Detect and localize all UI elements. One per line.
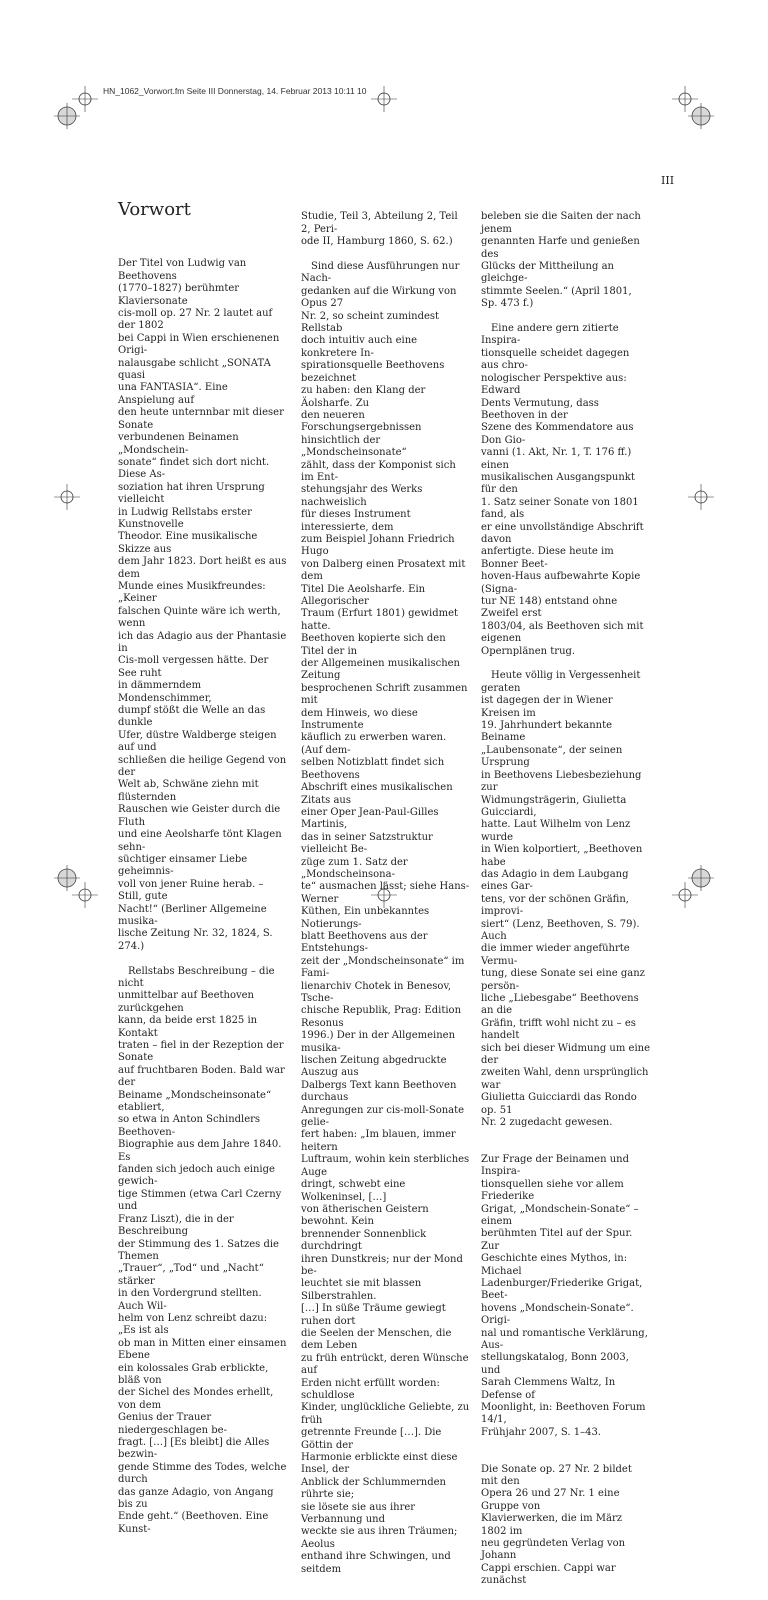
printer-slug: HN_1062_Vorwort.fm Seite III Donnerstag, 14. Februar 2013 10:11 10 — [103, 86, 367, 96]
paragraph: Der Titel von Ludwig van Beethovens (1770–1827) berühmter Klaviersonate cis-moll op. 27 Nr. 2 lautet auf der 1802 bei Cappi in Wien erschienenen Origi- nalausgabe schlicht „SONATA quasi una FANTASIA“. Eine Anspielung auf den heute unternnbar mit dieser Sonate verbundenen Beinamen „Mondschein- sonate“ findet sich dort nicht. Diese As- soziation hat ihren Ursprung vielleicht in Ludwig Rellstabs erster Kunstnovelle Theodor. Eine musikalische Skizze aus dem Jahr 1823. Dort heißt es aus dem Munde eines Musikfreundes: „Keiner falschen Quinte wäre ich werth, wenn ich das Adagio aus der Phantasie in Cis-moll vergessen hätte. Der See ruht in dämmerndem Mondenschimmer, dumpf stößt die Welle an das dunkle Ufer, düstre Waldberge steigen auf und schließen die heilige Gegend von der Welt ab, Schwäne ziehn mit flüsternden Rauschen wie Geister durch die Fluth und eine Aeolsharfe tönt Klagen sehn- süchtiger einsamer Liebe geheimnis- voll von jener Ruine herab. – Still, gute Nacht!“ (Berliner Allgemeine musika- lische Zeitung Nr. 32, 1824, S. 274.) — [118, 258, 287, 952]
registration-mark-icon — [688, 103, 714, 129]
paragraph: Rellstabs Beschreibung – die nicht unmittelbar auf Beethoven zurückgehen kann, da beide erst 1825 in Kontakt traten – fiel in der Rezeption der Sonate auf fruchtbaren Boden. Bald war der Beiname „Mondscheinsonate“ etabliert, so etwa in Anton Schindlers Beethoven- Biographie aus dem Jahre 1840. Es fanden sich jedoch auch einige gewich- tige Stimmen (etwa Carl Czerny und Franz Liszt), die in der Beschreibung der Stimmung des 1. Satzes die Themen „Trauer“, „Tod“ und „Nacht“ stärker in den Vordergrund stellten. Auch Wil- helm von Lenz schreibt dazu: „Es ist als ob man in Mitten einer einsamen Ebene ein kolossales Grab erblickte, bläß von der Sichel des Mondes erhellt, von dem Genius der Trauer niedergeschlagen be- fragt. […] [Es bleibt] die Alles bezwin- gende Stimme des Todes, welche durch das ganze Adagio, von Angang bis zu Ende geht.“ (Beethoven. Eine Kunst- — [118, 965, 287, 1535]
registration-mark-icon — [688, 865, 714, 891]
page-number: III — [661, 174, 675, 187]
paragraph: Sind diese Ausführungen nur Nach- gedanken auf die Wirkung von Opus 27 Nr. 2, so scheint zumindest Rellstab doch intuitiv auch eine konkretere In- spirationsquelle Beethovens bezeichnet zu haben: den Klang der Äolsharfe. Zu den neueren Forschungsergebnissen hinsichtlich der „Mondscheinsonate“ zählt, dass der Komponist sich im Ent- stehungsjahr des Werks nachweislich für dieses Instrument interessierte, dem zum Beispiel Johann Friedrich Hugo von Dalberg einen Prosatext mit dem Titel Die Aeolsharfe. Ein Allegorischer Traum (Erfurt 1801) gewidmet hatte. Beethoven kopierte sich den Titel der in der Allgemeinen musikalischen Zeitung besprochenen Schrift zusammen mit dem Hinweis, wo diese Instrumente käuflich zu erwerben waren. (Auf dem- selben Notizblatt findet sich Beethovens Abschrift eines musikalischen Zitats aus einer Oper Jean-Paul-Gilles Martinis, das in seiner Satzstruktur vielleicht Be- züge zum 1. Satz der „Mondscheinsona- te“ ausmachen lässt; siehe Hans-Werner Küthen, Ein unbekanntes Notierungs- blatt Beethovens aus der Entstehungs- zeit der „Mondscheinsonate“ im Fami- lienarchiv Chotek in Benesov, Tsche- chische Republik, Prag: Edition Resonus 1996.) Der in der Allgemeinen musika- lischen Zeitung abgedruckte Auszug aus Dalbergs Text kann Beethoven durchaus Anregungen zur cis-moll-Sonate gelie- fert haben: „Im blauen, immer heitern Luftraum, wohin kein sterbliches Auge dringt, schwebt eine Wolkeninsel, […] von ätherischen Geistern bewohnt. Kein brennender Sonnenblick durchdringt ihren Dunstkreis; nur der Mond be- leuchtet sie mit blassen Silberstrahlen. […] In süße Träume gewiegt ruhen dort die Seelen der Menschen, die dem Leben zu früh entrückt, deren Wünsche auf Erden nicht erfüllt worden: schuldlose Kinder, unglückliche Geliebte, zu früh getrennte Freunde […]. Die Göttin der Harmonie erblickte einst diese Insel, der Anblick der Schlummernden rührte sie; sie lösete sie aus ihrer Verbannung und weckte sie aus ihren Träumen; Aeolus enthand ihre Schwingen, und seitdem — [301, 261, 470, 1575]
registration-mark-icon — [688, 484, 714, 510]
registration-mark-icon — [72, 882, 98, 908]
registration-mark-icon — [72, 86, 98, 112]
registration-mark-icon — [371, 86, 397, 112]
paragraph: Die Sonate op. 27 Nr. 2 bildet mit den Opera 26 und 27 Nr. 1 eine Gruppe von Klavierwerken, die im März 1802 im neu gegründeten Verlag von Johann Cappi erschien. Cappi war zunächst — [481, 1463, 632, 1587]
paragraph: Eine andere gern zitierte Inspira- tionsquelle scheidet dagegen aus chro- nologischer Perspektive aus: Edward Dents Vermutung, dass Beethoven in der Szene des Kommendatore aus Don Gio- vanni (1. Akt, Nr. 1, T. 176 ff.) einen musikalischen Ausgangspunkt für den 1. Satz seiner Sonate von 1801 fand, als er eine unvollständige Abschrift davon anfertigte. Diese heute im Bonner Beet- hoven-Haus aufbewahrte Kopie (Signa- tur NE 148) entstand ohne Zweifel erst 1803/04, als Beethoven sich mit eigenen Opernplänen trug. — [481, 323, 644, 657]
text-column-3 — [481, 199, 650, 1600]
paragraph: Zur Frage der Beinamen und Inspira- tionsquellen siehe vor allem Friederike Grigat, „Mondschein-Sonate“ – einem berühmten Titel auf der Spur. Zur Geschichte eines Mythos, in: Michael Ladenburger/Friederike Grigat, Beet- hovens „Mondschein-Sonate“. Origi- nal und romantische Verklärung, Aus- stellungskatalog, Bonn 2003, und Sarah Clemmens Waltz, In Defense of Moonlight, in: Beethoven Forum 14/1, Frühjahr 2007, S. 1–43. — [481, 1153, 648, 1438]
text-column-2 — [301, 199, 470, 1589]
text-column-1 — [118, 246, 287, 1549]
paragraph: Studie, Teil 3, Abteilung 2, Teil 2, Peri- ode II, Hamburg 1860, S. 62.) — [301, 211, 458, 248]
registration-mark-icon — [54, 484, 80, 510]
page-title: Vorwort — [118, 199, 191, 220]
paragraph: Heute völlig in Vergessenheit geraten ist dagegen der in Wiener Kreisen im 19. Jahrhundert bekannte Beiname „Laubensonate“, der seinen Ursprung in Beethovens Liebesbeziehung zur Widmungsträgerin, Giulietta Guicciardi, hatte. Laut Wilhelm von Lenz wurde in Wien kolportiert, „Beethoven habe das Adagio in dem Laubgang eines Gar- tens, vor der schönen Gräfin, improvi- siert“ (Lenz, Beethoven, S. 79). Auch die immer wieder angeführte Vermu- tung, diese Sonate sei eine ganz persön- liche „Liebesgabe“ Beethovens an die Gräfin, trifft wohl nicht zu – es handelt sich bei dieser Widmung um eine der zweiten Wahl, denn ursprünglich war Giulietta Guicciardi das Rondo op. 51 Nr. 2 zugedacht gewesen. — [481, 670, 650, 1129]
paragraph: beleben sie die Saiten der nach jenem genannten Harfe und genießen des Glücks der Mittheilung an gleichge- stimmte Seelen.“ (April 1801, Sp. 473 f.) — [481, 211, 641, 310]
